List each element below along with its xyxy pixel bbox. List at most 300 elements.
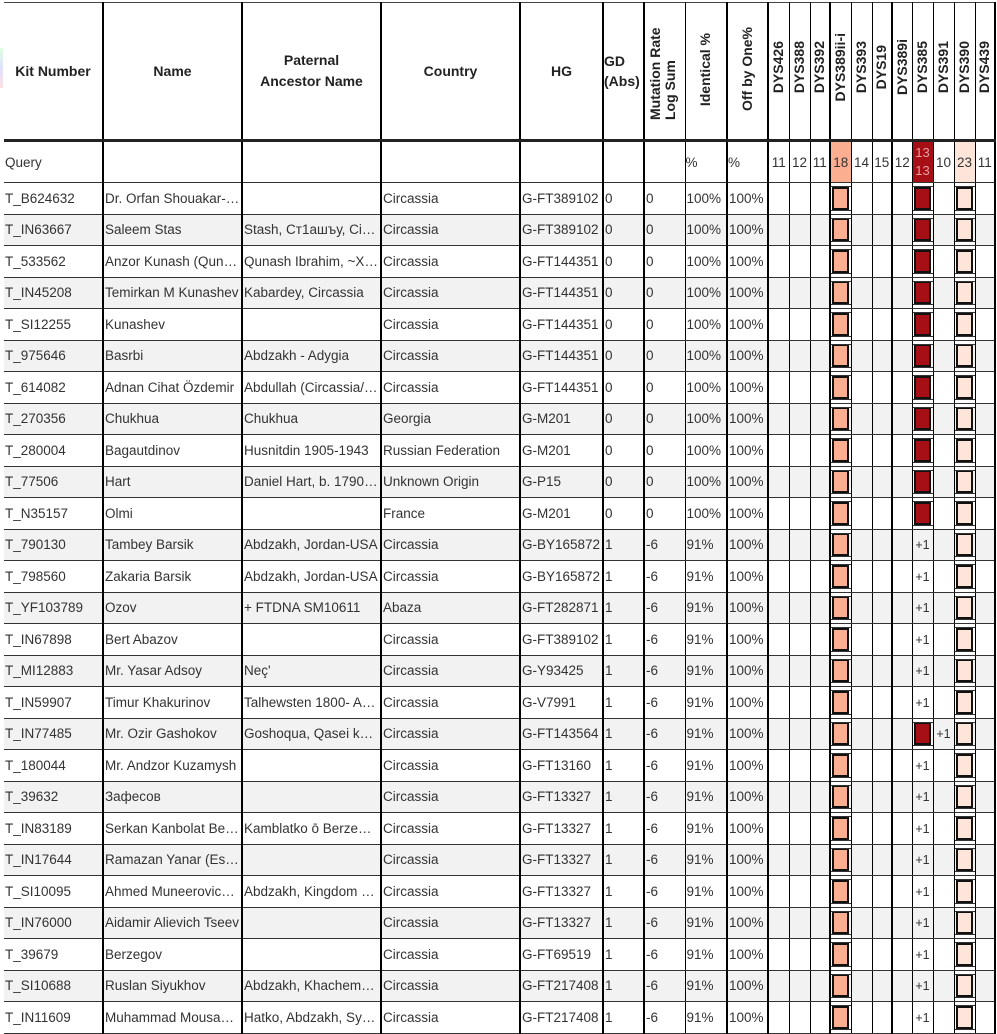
table-row[interactable] [4, 340, 995, 372]
ancestor-cell [242, 624, 381, 656]
haplogroup-cell: G-FT217408 [520, 1002, 603, 1034]
table-row[interactable] [4, 403, 995, 435]
marker-cell-dys388 [789, 813, 810, 845]
kit-number-cell[interactable]: T_280004 [4, 435, 103, 467]
mutation-rate-cell: -6 [644, 624, 685, 656]
table-row[interactable] [4, 939, 995, 971]
marker-cell-dys391 [933, 970, 954, 1002]
marker-cell-dys385 [912, 277, 933, 309]
query-marker-value: 11 [975, 141, 995, 183]
ancestor-cell [242, 781, 381, 813]
marker-cell-dys392 [810, 246, 830, 278]
marker-cell-dys390 [954, 813, 975, 845]
marker-diff-label: +1 [915, 916, 930, 931]
query-hg [520, 141, 603, 183]
table-row[interactable] [4, 970, 995, 1002]
mutation-rate-cell: 0 [644, 277, 685, 309]
genetic-distance-cell: 1 [603, 781, 644, 813]
marker-match-swatch [914, 470, 931, 493]
marker-cell-dys390 [954, 183, 975, 215]
marker-match-swatch [914, 344, 931, 367]
kit-number-cell[interactable]: T_77506 [4, 466, 103, 498]
query-mutation-rate [644, 141, 685, 183]
marker-cell-dys439 [975, 813, 995, 845]
marker-cell-dys389ii-i [830, 970, 851, 1002]
query-label: Query [4, 141, 103, 183]
marker-cell-dys385 [912, 561, 933, 593]
off-by-one-percent-cell: 100% [727, 309, 768, 341]
table-row[interactable] [4, 529, 995, 561]
ancestor-cell [242, 183, 381, 215]
mutation-rate-cell: 0 [644, 183, 685, 215]
marker-cell-dys392 [810, 844, 830, 876]
query-marker-value [912, 141, 933, 183]
table-row[interactable] [4, 813, 995, 845]
marker-match-swatch [832, 943, 849, 966]
kit-number-cell[interactable]: T_SI10688 [4, 970, 103, 1002]
marker-match-swatch [956, 502, 973, 525]
haplogroup-cell: G-BY165872 [520, 529, 603, 561]
col-header-mutation-rate[interactable] [644, 3, 685, 141]
genetic-distance-cell: 1 [603, 970, 644, 1002]
kit-number-cell[interactable]: T_975646 [4, 340, 103, 372]
identical-percent-cell: 91% [685, 592, 727, 624]
marker-cell-dys389ii-i [830, 718, 851, 750]
marker-match-swatch [832, 659, 849, 682]
marker-cell-dys389ii-i [830, 781, 851, 813]
marker-cell-dys391 [933, 876, 954, 908]
marker-cell-dys426 [768, 277, 789, 309]
col-header-dys439[interactable] [975, 3, 995, 141]
marker-cell-dys19 [872, 466, 892, 498]
ancestor-cell: Goshoqua, Qasei k… [242, 718, 381, 750]
marker-cell-dys393 [851, 277, 872, 309]
off-by-one-percent-cell: 100% [727, 340, 768, 372]
haplogroup-cell: G-FT144351 [520, 246, 603, 278]
marker-label: DYS389i [893, 39, 910, 96]
marker-match-swatch [956, 565, 973, 588]
country-cell: Circassia [381, 1002, 520, 1034]
col-header-name[interactable]: Name [103, 3, 242, 141]
genetic-distance-cell: 1 [603, 939, 644, 971]
marker-cell-dys393 [851, 687, 872, 719]
marker-cell-dys392 [810, 372, 830, 404]
marker-match-swatch [914, 187, 931, 210]
country-cell: Unknown Origin [381, 466, 520, 498]
col-header-hg[interactable]: HG [520, 3, 603, 141]
marker-cell-dys385 [912, 246, 933, 278]
kit-number-cell[interactable]: T_IN76000 [4, 907, 103, 939]
identical-percent-cell: 100% [685, 183, 727, 215]
name-cell: Olmi [103, 498, 242, 530]
marker-cell-dys426 [768, 907, 789, 939]
marker-cell-dys439 [975, 970, 995, 1002]
table-row[interactable] [4, 655, 995, 687]
marker-cell-dys385 [912, 1002, 933, 1034]
kit-number-cell[interactable]: T_270356 [4, 403, 103, 435]
genetic-distance-cell: 1 [603, 876, 644, 908]
marker-cell-dys390 [954, 876, 975, 908]
haplogroup-cell: G-FT13327 [520, 876, 603, 908]
marker-cell-dys426 [768, 435, 789, 467]
marker-match-swatch [956, 659, 973, 682]
off-by-one-percent-cell: 100% [727, 435, 768, 467]
marker-cell-dys388 [789, 498, 810, 530]
table-row[interactable] [4, 246, 995, 278]
kit-number-cell[interactable]: T_39632 [4, 781, 103, 813]
col-header-gd[interactable] [603, 3, 644, 141]
marker-cell-dys439 [975, 592, 995, 624]
haplogroup-cell: G-FT13327 [520, 813, 603, 845]
off-by-one-percent-cell: 100% [727, 246, 768, 278]
col-header-dys426[interactable] [768, 3, 789, 141]
marker-cell-dys385 [912, 907, 933, 939]
table-row[interactable] [4, 907, 995, 939]
marker-cell-dys385 [912, 435, 933, 467]
identical-percent-cell: 91% [685, 624, 727, 656]
marker-cell-dys385 [912, 372, 933, 404]
query-identical: % [685, 141, 727, 183]
table-row[interactable] [4, 876, 995, 908]
haplogroup-cell: G-FT389102 [520, 183, 603, 215]
col-header-dys389ii-i[interactable] [830, 3, 851, 141]
marker-cell-dys391 [933, 403, 954, 435]
name-cell: Tambey Barsik [103, 529, 242, 561]
kit-number-cell[interactable]: T_SI12255 [4, 309, 103, 341]
str-match-table [4, 2, 996, 1034]
kit-number-cell[interactable]: T_IN59907 [4, 687, 103, 719]
marker-cell-dys388 [789, 403, 810, 435]
marker-cell-dys390 [954, 718, 975, 750]
mutation-rate-cell: -6 [644, 844, 685, 876]
table-row[interactable] [4, 624, 995, 656]
marker-cell-dys392 [810, 403, 830, 435]
off-by-one-percent-cell: 100% [727, 624, 768, 656]
name-cell: Saleem Stas [103, 214, 242, 246]
haplogroup-cell: G-FT143564 [520, 718, 603, 750]
marker-cell-dys390 [954, 435, 975, 467]
marker-cell-dys389i [892, 529, 912, 561]
marker-match-swatch [956, 722, 973, 745]
identical-percent-cell: 100% [685, 435, 727, 467]
col-header-dys393[interactable] [851, 3, 872, 141]
marker-cell-dys392 [810, 561, 830, 593]
ancestor-cell: + FTDNA SM10611 [242, 592, 381, 624]
marker-diff-label: +1 [915, 664, 930, 679]
marker-match-swatch [832, 250, 849, 273]
kit-number-cell[interactable]: T_614082 [4, 372, 103, 404]
marker-cell-dys391 [933, 624, 954, 656]
marker-match-swatch [832, 470, 849, 493]
haplogroup-cell: G-FT13160 [520, 750, 603, 782]
marker-cell-dys439 [975, 340, 995, 372]
marker-diff-label: +1 [915, 758, 930, 773]
marker-match-swatch [832, 533, 849, 556]
marker-cell-dys390 [954, 498, 975, 530]
marker-match-swatch [832, 218, 849, 241]
mutation-rate-cell: -6 [644, 970, 685, 1002]
ancestor-cell: Husnitdin 1905-1943 [242, 435, 381, 467]
marker-cell-dys393 [851, 183, 872, 215]
marker-diff-label: +1 [915, 695, 930, 710]
marker-diff-label: +1 [915, 632, 930, 647]
marker-cell-dys19 [872, 624, 892, 656]
marker-cell-dys388 [789, 970, 810, 1002]
marker-cell-dys439 [975, 939, 995, 971]
marker-cell-dys391 [933, 1002, 954, 1034]
marker-cell-dys389ii-i [830, 592, 851, 624]
off-by-one-percent-cell: 100% [727, 655, 768, 687]
table-row[interactable] [4, 718, 995, 750]
kit-number-cell[interactable]: T_YF103789 [4, 592, 103, 624]
marker-cell-dys19 [872, 750, 892, 782]
col-header-dys385[interactable] [912, 3, 933, 141]
table-row[interactable] [4, 592, 995, 624]
marker-cell-dys392 [810, 655, 830, 687]
marker-cell-dys391 [933, 529, 954, 561]
marker-cell-dys426 [768, 466, 789, 498]
query-ancestor [242, 141, 381, 183]
marker-cell-dys391 [933, 750, 954, 782]
marker-cell-dys19 [872, 183, 892, 215]
genetic-distance-cell: 1 [603, 592, 644, 624]
col-header-identical[interactable] [685, 3, 727, 141]
marker-cell-dys393 [851, 372, 872, 404]
haplogroup-cell: G-FT282871 [520, 592, 603, 624]
marker-cell-dys392 [810, 907, 830, 939]
kit-number-cell[interactable]: T_IN63667 [4, 214, 103, 246]
marker-cell-dys390 [954, 466, 975, 498]
marker-cell-dys385 [912, 498, 933, 530]
kit-number-cell[interactable]: T_39679 [4, 939, 103, 971]
table-row[interactable] [4, 277, 995, 309]
marker-cell-dys19 [872, 1002, 892, 1034]
marker-cell-dys390 [954, 340, 975, 372]
col-header-off-by-one[interactable] [727, 3, 768, 141]
genetic-distance-cell: 1 [603, 718, 644, 750]
marker-cell-dys390 [954, 309, 975, 341]
genetic-distance-cell: 0 [603, 309, 644, 341]
marker-match-swatch [914, 407, 931, 430]
col-header-dys391[interactable] [933, 3, 954, 141]
off-by-one-percent-cell: 100% [727, 718, 768, 750]
name-cell: Anzor Kunash (Qun… [103, 246, 242, 278]
marker-cell-dys389ii-i [830, 655, 851, 687]
ancestor-cell: Kabardey, Circassia [242, 277, 381, 309]
table-row[interactable] [4, 372, 995, 404]
table-row[interactable] [4, 214, 995, 246]
name-cell: Dr. Orfan Shouakar-… [103, 183, 242, 215]
name-cell: Kunashev [103, 309, 242, 341]
marker-cell-dys389i [892, 876, 912, 908]
marker-cell-dys439 [975, 498, 995, 530]
identical-percent-cell: 100% [685, 498, 727, 530]
marker-match-swatch [832, 911, 849, 934]
mutation-rate-cell: 0 [644, 372, 685, 404]
marker-cell-dys390 [954, 750, 975, 782]
kit-number-cell[interactable]: T_IN77485 [4, 718, 103, 750]
mutation-rate-cell: 0 [644, 403, 685, 435]
col-header-country[interactable]: Country [381, 3, 520, 141]
query-row [4, 141, 995, 183]
col-header-dys390[interactable] [954, 3, 975, 141]
marker-cell-dys391 [933, 183, 954, 215]
marker-cell-dys391 [933, 309, 954, 341]
ancestor-cell [242, 907, 381, 939]
marker-cell-dys392 [810, 340, 830, 372]
kit-number-cell[interactable]: T_790130 [4, 529, 103, 561]
identical-percent-cell: 91% [685, 813, 727, 845]
col-header-dys392[interactable] [810, 3, 830, 141]
marker-cell-dys439 [975, 876, 995, 908]
off-by-one-percent-cell: 100% [727, 561, 768, 593]
marker-cell-dys426 [768, 624, 789, 656]
off-by-one-percent-cell: 100% [727, 498, 768, 530]
ancestor-cell: Abdzakh, Jordan-USA [242, 529, 381, 561]
marker-cell-dys389ii-i [830, 340, 851, 372]
table-row[interactable] [4, 750, 995, 782]
kit-number-cell[interactable]: T_B624632 [4, 183, 103, 215]
marker-label: DYS389ii-i [832, 33, 849, 102]
marker-cell-dys390 [954, 939, 975, 971]
table-row[interactable] [4, 781, 995, 813]
marker-cell-dys392 [810, 183, 830, 215]
col-header-dys19[interactable] [872, 3, 892, 141]
table-row[interactable] [4, 687, 995, 719]
marker-cell-dys385 [912, 466, 933, 498]
kit-number-cell[interactable]: T_N35157 [4, 498, 103, 530]
marker-cell-dys389i [892, 970, 912, 1002]
marker-match-swatch [832, 628, 849, 651]
col-header-paternal-ancestor-label: Paternal Ancestor Name [260, 52, 363, 89]
col-header-paternal-ancestor[interactable] [242, 3, 381, 141]
marker-match-swatch [956, 1006, 973, 1029]
identical-percent-cell: 100% [685, 340, 727, 372]
marker-cell-dys390 [954, 655, 975, 687]
off-by-one-percent-cell: 100% [727, 813, 768, 845]
marker-cell-dys385 [912, 214, 933, 246]
query-marker-value: 23 [954, 141, 975, 183]
marker-cell-dys391 [933, 781, 954, 813]
marker-match-swatch [956, 439, 973, 462]
kit-number-cell[interactable]: T_IN83189 [4, 813, 103, 845]
table-row[interactable] [4, 498, 995, 530]
table-row[interactable] [4, 466, 995, 498]
kit-number-cell[interactable]: T_IN45208 [4, 277, 103, 309]
marker-cell-dys393 [851, 781, 872, 813]
kit-number-cell[interactable]: T_533562 [4, 246, 103, 278]
marker-cell-dys391 [933, 592, 954, 624]
col-header-kit-number[interactable]: Kit Number [4, 3, 103, 141]
marker-match-swatch [914, 281, 931, 304]
haplogroup-cell: G-FT389102 [520, 624, 603, 656]
table-row[interactable] [4, 309, 995, 341]
col-header-dys388[interactable] [789, 3, 810, 141]
kit-number-cell[interactable]: T_IN67898 [4, 624, 103, 656]
marker-match-swatch [832, 596, 849, 619]
marker-cell-dys389ii-i [830, 466, 851, 498]
marker-match-swatch [914, 218, 931, 241]
marker-match-swatch [832, 754, 849, 777]
marker-cell-dys392 [810, 529, 830, 561]
kit-number-cell[interactable]: T_IN17644 [4, 844, 103, 876]
kit-number-cell[interactable]: T_IN11609 [4, 1002, 103, 1034]
off-by-one-percent-cell: 100% [727, 907, 768, 939]
haplogroup-cell: G-BY165872 [520, 561, 603, 593]
marker-cell-dys393 [851, 592, 872, 624]
name-cell: Temirkan M Kunashev [103, 277, 242, 309]
mutation-rate-cell: -6 [644, 876, 685, 908]
query-marker-subvalue: 13 [915, 145, 930, 160]
identical-percent-cell: 91% [685, 561, 727, 593]
marker-match-swatch [832, 880, 849, 903]
marker-cell-dys388 [789, 246, 810, 278]
marker-cell-dys19 [872, 403, 892, 435]
query-gd [603, 141, 644, 183]
marker-cell-dys391 [933, 340, 954, 372]
kit-number-cell[interactable]: T_180044 [4, 750, 103, 782]
kit-number-cell[interactable]: T_798560 [4, 561, 103, 593]
marker-cell-dys385 [912, 309, 933, 341]
name-cell: Muhammad Mousa… [103, 1002, 242, 1034]
haplogroup-cell: G-M201 [520, 498, 603, 530]
name-cell: Zakaria Barsik [103, 561, 242, 593]
marker-cell-dys19 [872, 718, 892, 750]
marker-cell-dys389ii-i [830, 403, 851, 435]
marker-match-swatch [832, 1006, 849, 1029]
haplogroup-cell: G-FT13327 [520, 907, 603, 939]
marker-cell-dys389i [892, 624, 912, 656]
marker-match-swatch [956, 754, 973, 777]
table-row[interactable] [4, 1002, 995, 1034]
marker-match-swatch [956, 250, 973, 273]
ancestor-cell: Qunash Ibrahim, ~X… [242, 246, 381, 278]
marker-cell-dys392 [810, 498, 830, 530]
kit-number-cell[interactable]: T_SI10095 [4, 876, 103, 908]
table-row[interactable] [4, 435, 995, 467]
name-cell: Aidamir Alievich Tseev [103, 907, 242, 939]
marker-cell-dys439 [975, 655, 995, 687]
genetic-distance-cell: 0 [603, 403, 644, 435]
marker-diff-label: +1 [915, 853, 930, 868]
marker-cell-dys389i [892, 907, 912, 939]
table-row[interactable] [4, 844, 995, 876]
marker-cell-dys392 [810, 592, 830, 624]
country-cell: Circassia [381, 561, 520, 593]
name-cell: Ruslan Siyukhov [103, 970, 242, 1002]
kit-number-cell[interactable]: T_MI12883 [4, 655, 103, 687]
marker-cell-dys393 [851, 403, 872, 435]
marker-cell-dys389ii-i [830, 907, 851, 939]
table-row[interactable] [4, 561, 995, 593]
marker-cell-dys393 [851, 498, 872, 530]
marker-cell-dys439 [975, 624, 995, 656]
marker-cell-dys393 [851, 939, 872, 971]
country-cell: Circassia [381, 813, 520, 845]
marker-cell-dys426 [768, 561, 789, 593]
query-marker-value: 10 [933, 141, 954, 183]
marker-cell-dys19 [872, 592, 892, 624]
marker-cell-dys439 [975, 1002, 995, 1034]
country-cell: Circassia [381, 183, 520, 215]
marker-cell-dys389i [892, 781, 912, 813]
col-header-dys389i[interactable] [892, 3, 912, 141]
country-cell: Georgia [381, 403, 520, 435]
marker-cell-dys389i [892, 498, 912, 530]
mutation-rate-cell: -6 [644, 939, 685, 971]
table-row[interactable] [4, 183, 995, 215]
marker-match-swatch [956, 407, 973, 430]
